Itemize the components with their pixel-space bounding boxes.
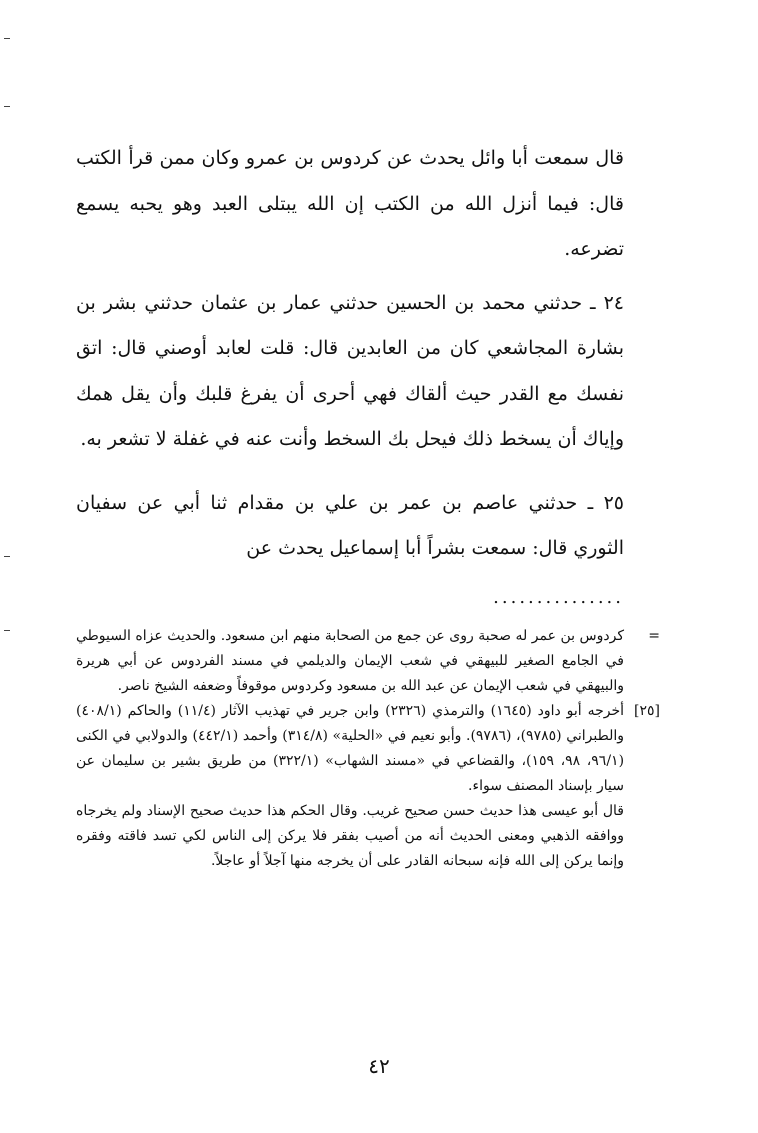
footnote-marker: = bbox=[648, 628, 660, 644]
footnote-marker: [٢٥] bbox=[634, 703, 660, 719]
margin-mark bbox=[4, 556, 10, 557]
paragraph-25: ٢٥ ـ حدثني عاصم بن عمر بن علي بن مقدام ثنا أبي عن سفيان الثوري قال: سمعت بشراً أبا إسماعيل يحدث عن bbox=[76, 491, 624, 559]
margin-mark bbox=[4, 106, 10, 107]
footnote-25-commentary bbox=[76, 799, 624, 874]
footnote-continued bbox=[76, 624, 660, 699]
page-number: ٤٢ bbox=[368, 1054, 390, 1078]
margin-mark bbox=[4, 630, 10, 631]
margin-mark bbox=[4, 38, 10, 39]
paragraph-continuation: قال سمعت أبا وائل يحدث عن كردوس بن عمرو وكان ممن قرأ الكتب قال: فيما أنزل الله من الكتب إن الله يبتلى العبد وهو يحبه يسمع تضرعه. bbox=[76, 147, 624, 260]
footnote-separator: ............... bbox=[493, 587, 624, 608]
paragraph-24: ٢٤ ـ حدثني محمد بن الحسين حدثني عمار بن عثمان حدثني بشر بن بشارة المجاشعي كان من العابدين قال: قلت لعابد أوصني قال: اتق نفسك مع القدر حيث ألقاك فهي أحرى أن يفرغ قلبك وأن يقل همك وإياك أن يسخط ذلك فيحل بك السخط وأنت عنه في غفلة لا تشعر به. bbox=[76, 291, 624, 450]
footnote-text: أخرجه أبو داود (١٦٤٥) والترمذي (٢٣٢٦) وابن جرير في تهذيب الآثار (١١/٤) والحاكم (٤٠٨/١) والطبراني (٩٧٨٥)، (٩٧٨٦). وأبو نعيم في «الحلية» (٣١٤/٨) وأحمد (٤٤٢/١) والدولابي في الكنى (٩٦/١، ٩٨، ١٥٩)، والقضاعي في «مسند الشهاب» (٣٢٢/١) من طريق بشير بن سليمان عن سيار بإسناد المصنف سواء. bbox=[76, 703, 625, 794]
main-text bbox=[76, 136, 624, 590]
footnote-text: قال أبو عيسى هذا حديث حسن صحيح غريب. وقال الحكم هذا حديث صحيح الإسناد ولم يخرجاه ووافقه الذهبي ومعنى الحديث أنه من أصيب بفقر فلا يركن إلى الناس لكي تسد فاقته وفقره وإنما يركن إلى الله فإنه سبحانه القادر على أن يخرجه منها آجلاً أو عاجلاً. bbox=[76, 803, 624, 869]
footnote-text: كردوس بن عمر له صحبة روى عن جمع من الصحابة منهم ابن مسعود. والحديث عزاه السيوطي في الجامع الصغير للبيهقي في شعب الإيمان والديلمي في مسند الفردوس عن أبي هريرة والبيهقي في شعب الإيمان عن عبد الله بن مسعود وكردوس موقوفاً وضعفه الشيخ ناصر. bbox=[76, 628, 624, 694]
footnotes bbox=[76, 624, 660, 874]
footnote-25 bbox=[76, 699, 660, 799]
